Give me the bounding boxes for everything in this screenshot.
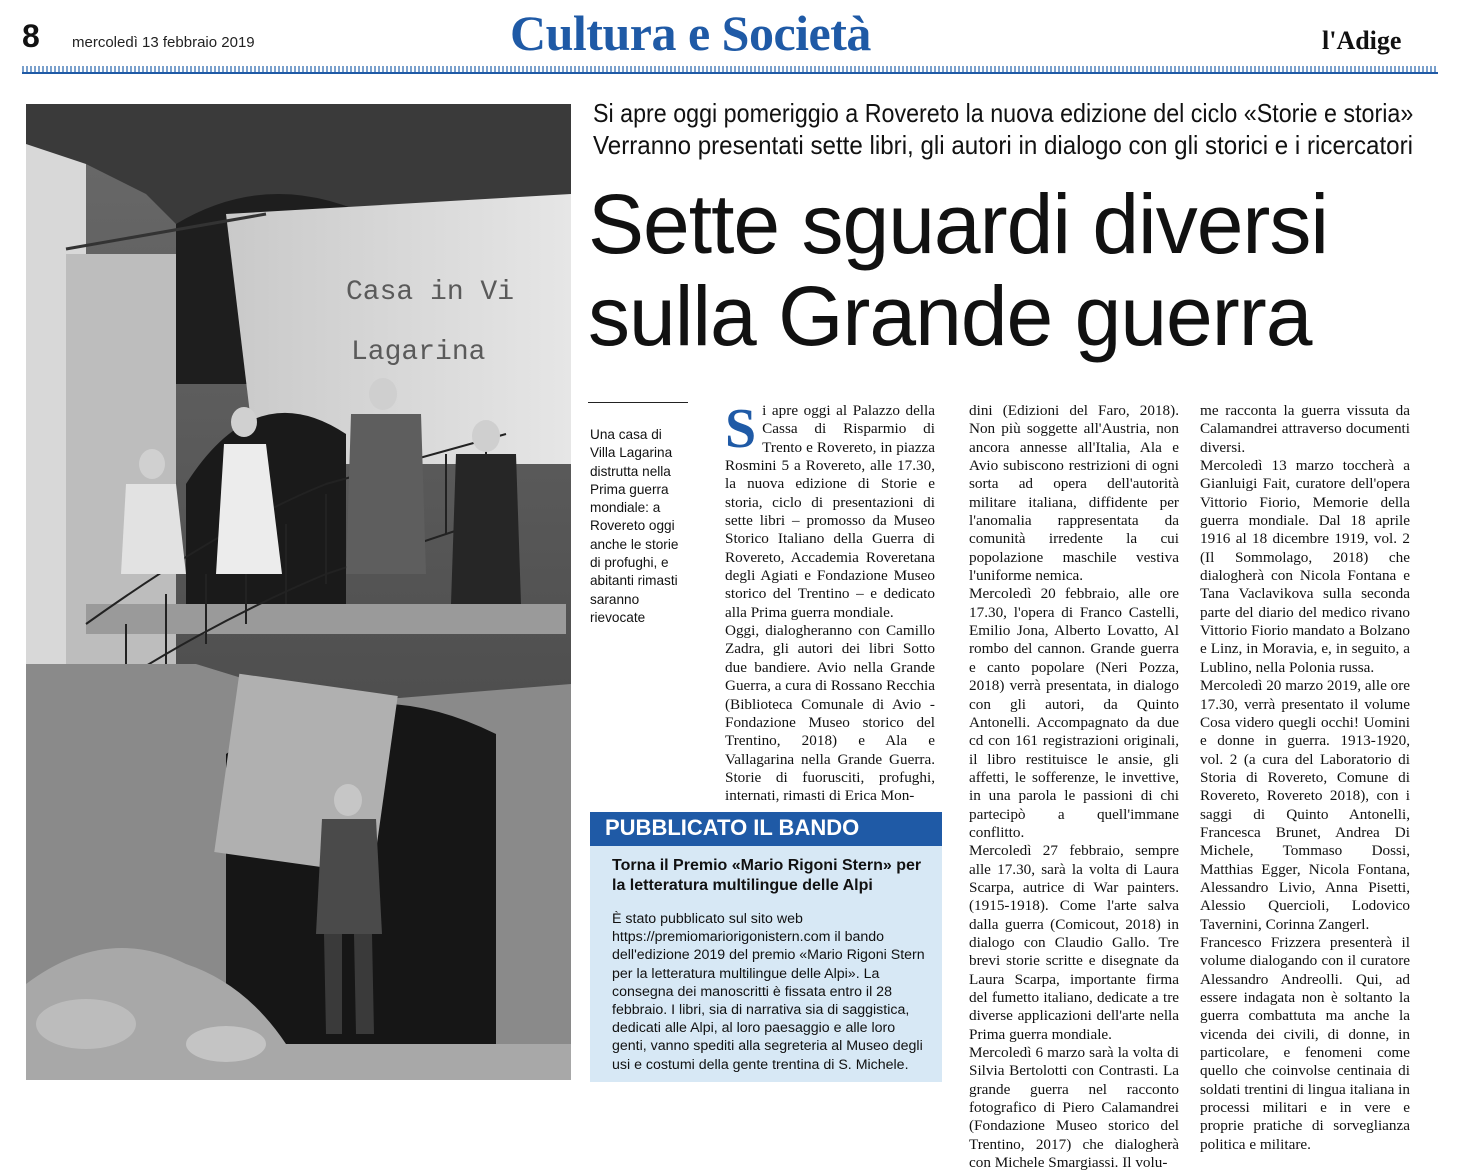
article-paragraph: Mercoledì 20 marzo 2019, alle ore 17.30, verrà presentato il volume Cosa videro quegli occhi! Uomini e donne in guerra. 1913-1920, vol. 2 (a cura del Laboratorio di Storia di Rovereto, Comune di Rovereto, Rovereto 2018), con i saggi di Quinto Antonelli, Francesca Brunet, Andrea Di Michele, Tommaso Dossi, Matthias Egger, Nicola Fontana, Alessandro Livio, Anna Pisetti, Alessio Quercioli, Lodovico Tavernini, Corinna Zangerl. — [1200, 677, 1411, 933]
photo-sign-line2: Lagarina — [351, 337, 486, 368]
kicker-line-1: Si apre oggi pomeriggio a Rovereto la nuova edizione del ciclo «Storie e storia» — [593, 98, 1414, 128]
photo-ruined-house — [26, 104, 571, 1080]
section-title: Cultura e Società — [510, 5, 871, 61]
article-paragraph: Oggi, dialogheranno con Camillo Zadra, gli autori dei libri Sotto due bandiere. Avio nella Grande Guerra, a cura di Rossano Recchia (Biblioteca Comunale di Avio - Fondazione Museo storico del Trentino, 2018) e Ala e Vallagarina nella Grande Guerra. Storie di fuorusciti, profughi, internati, rimasti di Erica Mon- — [725, 622, 936, 805]
article-paragraph: dini (Edizioni del Faro, 2018). Non più soggette all'Austria, non ancora annesse all'Italia, Ala e Avio subiscono restrizioni di ogni sorta ad opera dell'autorità militare italiana, diffidente per l'anomalia rappresentata da comunità irredente la cui popolazione maschile vestiva l'uniforme nemica. — [969, 402, 1179, 585]
article-photo — [26, 104, 571, 1080]
kicker-line-2: Verranno presentati sette libri, gli autori in dialogo con gli storici e i ricercatori — [593, 130, 1413, 160]
dropcap: S — [725, 398, 757, 460]
article-column-1 — [725, 398, 936, 806]
page-date: mercoledì 13 febbraio 2019 — [72, 34, 255, 51]
news-box-title: Torna il Premio «Mario Rigoni Stern» per la letteratura multilingue delle Alpi — [612, 857, 922, 894]
photo-caption: Una casa di Villa Lagarina distrutta nella Prima guerra mondiale: a Rovereto oggi anche le storie di profughi, e abitanti rimasti saranno rievocate — [590, 427, 679, 625]
masthead-logo: l'Adige — [1322, 26, 1402, 55]
caption-rule — [588, 402, 688, 403]
page-number: 8 — [22, 18, 40, 54]
article-paragraph: me racconta la guerra vissuta da Calamandrei attraverso documenti diversi. — [1200, 402, 1410, 456]
article-column-2 — [969, 402, 1179, 1172]
news-box-label: PUBBLICATO IL BANDO — [605, 815, 860, 840]
article-paragraph: Mercoledì 6 marzo sarà la volta di Silvia Bertolotti con Contrasti. La grande guerra nel racconto fotografico di Piero Calamandrei (Fondazione Museo storico del Trentino, 2017) che dialogherà con Michele Smargiassi. Il volu- — [969, 1044, 1179, 1172]
header-rule-line — [22, 72, 1438, 74]
article-paragraph: i apre oggi al Palazzo della Cassa di Risparmio di Trento e Rovereto, in piazza Rosmini 5 a Rovereto, alle 17.30, la nuova edizione di Storie e storia, ciclo di presentazioni di sette libri – promosso da Museo Storico Italiano della Guerra di Rovereto, Accademia Roveretana degli Agiati e Fondazione Museo storico del Trentino – e dedicato alla Prima guerra mondiale. — [725, 402, 935, 621]
photo-sign-line1: Casa in Vi — [346, 277, 515, 308]
article-paragraph: Mercoledì 20 febbraio, alle ore 17.30, l'opera di Franco Castelli, Emilio Jona, Alberto Lovatto, Al rombo del cannon. Grande guerra e canto popolare (Neri Pozza, 2018) verrà presentata, in dialogo con gli autori, da Quinto Antonelli. Accompagnato da due cd con 161 registrazioni originali, il libro restituisce le ansie, gli affetti, le sofferenze, le invettive, in una parola le passioni di chi partecipò a quell'immane conflitto. — [969, 585, 1179, 841]
article-column-3 — [1200, 402, 1410, 1154]
news-box-body: È stato pubblicato sul sito web https://premiomariorigonistern.com il bando dell'edizione 2019 del premio «Mario Rigoni Stern per la letteratura multilingue delle Alpi». La consegna dei manoscritti è fissata entro il 28 febbraio. I libri, sia di narrativa sia di saggistica, dedicati alle Alpi, al loro paesaggio e alle loro genti, vanno spediti alla segreteria al Museo degli usi e costumi della gente trentina di S. Michele. — [612, 911, 925, 1073]
headline-line-1: Sette sguardi diversi — [588, 177, 1329, 271]
article-paragraph: Mercoledì 13 marzo toccherà a Gianluigi Fait, curatore dell'opera Vittorio Fiorio, Memorie della guerra mondiale. Dal 18 aprile 1916 al 18 dicembre 1919, vol. 2 (Il Sommolago, 2018) che dialogherà con Nicola Fontana e Tana Vaclavikova sulla seconda parte del diario del medico rivano Vittorio Fiorio mandato a Bolzano e Linz, in Moravia, e, in seguito, a Lublino, nella Polonia russa. — [1200, 457, 1410, 676]
headline-line-2: sulla Grande guerra — [588, 269, 1312, 363]
article-paragraph: Mercoledì 27 febbraio, sempre alle 17.30, sarà la volta di Laura Scarpa, autrice di War painters. (1915-1918). Come l'arte salva dalla guerra (Comicout, 2018) in dialogo con Claudio Gallo. Tre brevi storie scritte e disegnate da Laura Scarpa, importante firma del fumetto italiano, dedicate a tre diverse applicazioni dell'arte nella Prima guerra mondiale. — [969, 842, 1179, 1043]
article-paragraph: Francesco Frizzera presenterà il volume dialogando con il curatore Alessandro Andreolli. Qui, ad essere indagata non è soltanto la guerra combattuta ma anche la vicenda dei civili, di donne, in particolare, e fenomeni come quello che coinvolse centinaia di soldati trentini di lingua italiana in processi militari e in vere e proprie pratiche di sorveglianza politica e militare. — [1200, 933, 1410, 1153]
